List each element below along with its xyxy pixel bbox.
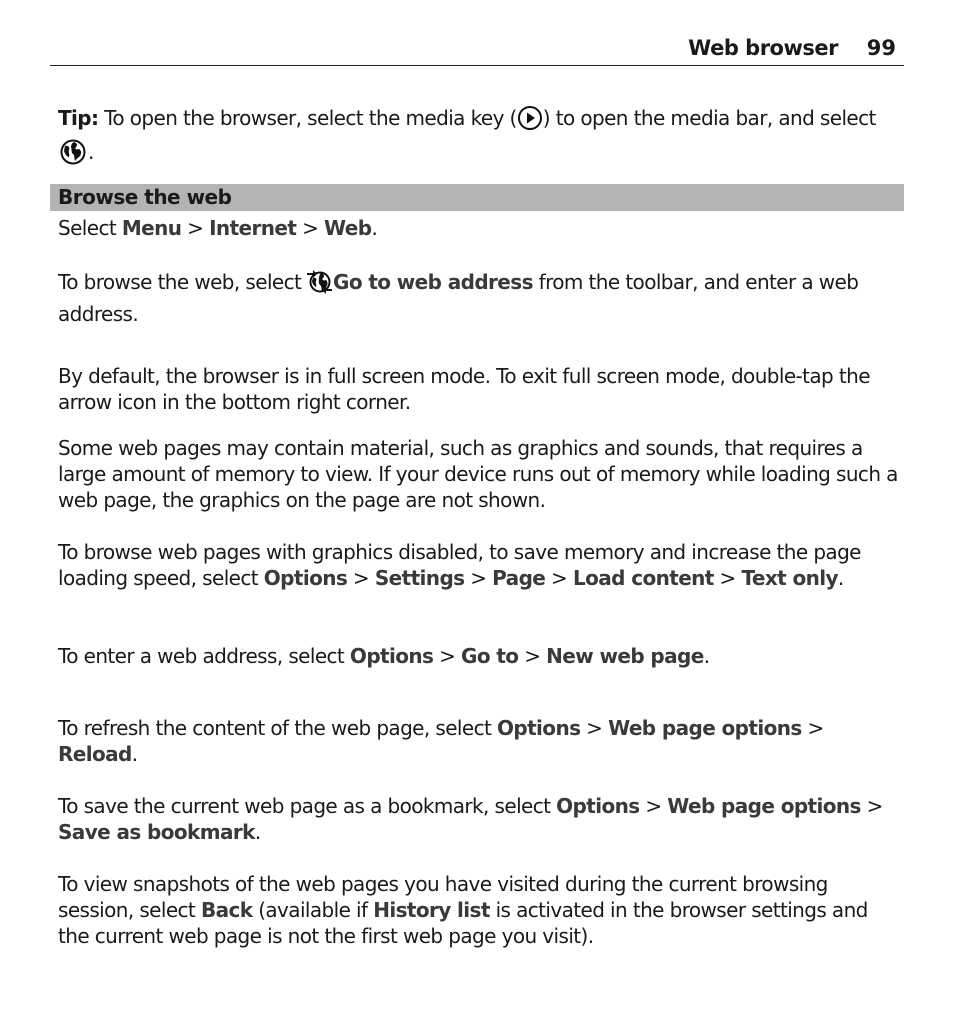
paragraph-text: >	[464, 566, 493, 590]
options-command: Options	[556, 794, 640, 818]
internet-command: Internet	[209, 216, 297, 240]
paragraph-text: >	[713, 566, 742, 590]
paragraph-text: >	[860, 794, 883, 818]
paragraph-text: .	[371, 216, 378, 240]
web-command: Web	[324, 216, 372, 240]
paragraph-text: .	[837, 566, 844, 590]
paragraph-bookmark	[58, 793, 904, 845]
tip-text: To open the browser, select the media key (	[98, 106, 517, 130]
paragraph-text: >	[801, 716, 824, 740]
paragraph-text: from the toolbar, and enter a web address.	[58, 270, 859, 326]
save-as-bookmark-command: Save as bookmark	[58, 820, 255, 844]
reload-command: Reload	[58, 742, 132, 766]
tip-paragraph	[58, 105, 904, 171]
paragraph-text: Select	[58, 216, 122, 240]
paragraph-text: >	[545, 566, 573, 590]
paragraph-graphics-disabled	[58, 539, 904, 591]
section-heading	[50, 184, 904, 211]
options-command: Options	[349, 644, 434, 668]
go-to-command: Go to	[461, 644, 519, 668]
paragraph-text: >	[296, 216, 325, 240]
page-header	[50, 36, 904, 66]
paragraph-text: To save the current web page as a bookmark, select	[58, 794, 557, 818]
paragraph-menu-path	[58, 215, 904, 241]
page-command: Page	[492, 566, 546, 590]
tip-label: Tip:	[58, 106, 99, 130]
paragraph-text: To browse the web, select	[58, 270, 307, 294]
paragraph-memory: Some web pages may contain material, such as graphics and sounds, that requires a large amount of memory to view. If your device runs out of memory while loading such a web page, the graphics on the page are not shown.	[58, 436, 898, 512]
paragraph-text: .	[254, 820, 261, 844]
web-page-options-command: Web page options	[667, 794, 861, 818]
paragraph-text: To browse web pages with graphics disabled, to save memory and increase the page loading speed, select	[58, 540, 861, 590]
paragraph-text: To view snapshots of the web pages you have visited during the current browsing session, select	[58, 872, 828, 922]
header-title: Web browser	[688, 36, 838, 60]
paragraph-text: (available if	[252, 898, 374, 922]
options-command: Options	[496, 716, 581, 740]
paragraph-text: >	[433, 644, 462, 668]
tip-text: .	[88, 140, 94, 164]
page-number: 99	[866, 36, 896, 60]
history-list-setting: History list	[373, 898, 490, 922]
paragraph-text: >	[580, 716, 609, 740]
options-command: Options	[263, 566, 348, 590]
paragraph-text: To refresh the content of the web page, select	[58, 716, 497, 740]
paragraph-fullscreen: By default, the browser is in full screen mode. To exit full screen mode, double-tap the arrow icon in the bottom right corner.	[58, 364, 870, 414]
back-command: Back	[200, 898, 253, 922]
web-page-options-command: Web page options	[608, 716, 802, 740]
text-only-command: Text only	[741, 566, 838, 590]
settings-command: Settings	[374, 566, 465, 590]
paragraph-text: >	[518, 644, 547, 668]
paragraph-snapshots	[58, 871, 904, 949]
menu-command: Menu	[121, 216, 182, 240]
section-title: Browse the web	[58, 185, 232, 209]
paragraph-text: >	[347, 566, 375, 590]
globe-icon	[58, 137, 88, 171]
play-circle-icon	[517, 105, 543, 137]
paragraph-text: To enter a web address, select	[58, 644, 350, 668]
paragraph-text: >	[181, 216, 210, 240]
paragraph-text: .	[703, 644, 710, 668]
paragraph-text: .	[131, 742, 138, 766]
go-to-web-address-command: Go to web address	[333, 270, 533, 294]
paragraph-go-to-address	[58, 269, 904, 327]
go-to-web-address-icon	[307, 269, 333, 301]
load-content-command: Load content	[572, 566, 714, 590]
new-web-page-command: New web page	[546, 644, 704, 668]
paragraph-enter-address	[58, 643, 904, 669]
paragraph-text: is activated in the browser settings and the current web page is not the first web page you visit).	[58, 898, 868, 948]
tip-text: ) to open the media bar, and select	[542, 106, 876, 130]
paragraph-text: >	[639, 794, 668, 818]
paragraph-refresh	[58, 715, 904, 767]
